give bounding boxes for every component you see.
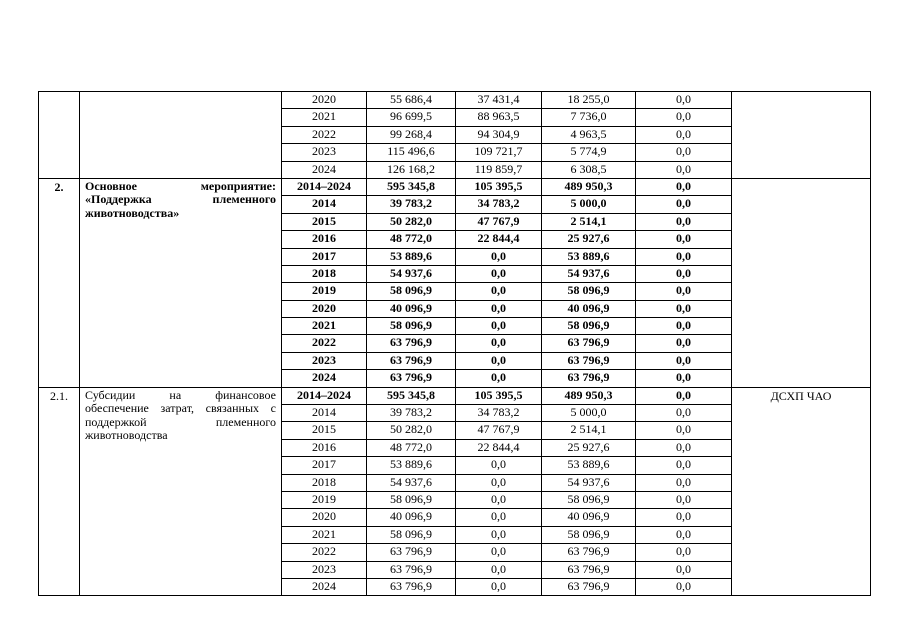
year-cell: 2024 <box>282 161 367 178</box>
federal-cell: 47 767,9 <box>456 213 542 230</box>
total-cell: 63 796,9 <box>367 335 456 352</box>
federal-cell: 0,0 <box>456 526 542 543</box>
year-cell: 2019 <box>282 491 367 508</box>
table-row <box>39 178 871 195</box>
year-cell: 2014 <box>282 196 367 213</box>
other-cell: 0,0 <box>636 265 732 282</box>
year-cell: 2023 <box>282 352 367 369</box>
total-cell: 58 096,9 <box>367 526 456 543</box>
total-cell: 54 937,6 <box>367 474 456 491</box>
federal-cell: 119 859,7 <box>456 161 542 178</box>
total-cell: 50 282,0 <box>367 213 456 230</box>
table-row <box>39 387 871 404</box>
other-cell: 0,0 <box>636 318 732 335</box>
other-cell: 0,0 <box>636 213 732 230</box>
year-cell: 2023 <box>282 144 367 161</box>
other-cell: 0,0 <box>636 370 732 387</box>
year-cell: 2022 <box>282 544 367 561</box>
total-cell: 39 783,2 <box>367 405 456 422</box>
federal-cell: 37 431,4 <box>456 92 542 109</box>
regional-cell: 40 096,9 <box>542 300 636 317</box>
regional-cell: 5 774,9 <box>542 144 636 161</box>
total-cell: 40 096,9 <box>367 300 456 317</box>
regional-cell: 53 889,6 <box>542 248 636 265</box>
regional-cell: 2 514,1 <box>542 213 636 230</box>
regional-cell: 58 096,9 <box>542 283 636 300</box>
regional-cell: 5 000,0 <box>542 196 636 213</box>
document-page <box>38 91 871 596</box>
regional-cell: 63 796,9 <box>542 544 636 561</box>
federal-cell: 0,0 <box>456 491 542 508</box>
table-row <box>39 92 871 109</box>
year-cell: 2024 <box>282 370 367 387</box>
year-cell: 2021 <box>282 109 367 126</box>
year-cell: 2017 <box>282 457 367 474</box>
federal-cell: 0,0 <box>456 265 542 282</box>
other-cell: 0,0 <box>636 387 732 404</box>
regional-cell: 489 950,3 <box>542 387 636 404</box>
federal-cell: 109 721,7 <box>456 144 542 161</box>
regional-cell: 63 796,9 <box>542 561 636 578</box>
other-cell: 0,0 <box>636 405 732 422</box>
budget-table <box>38 91 871 596</box>
total-cell: 63 796,9 <box>367 544 456 561</box>
total-cell: 53 889,6 <box>367 248 456 265</box>
total-cell: 126 168,2 <box>367 161 456 178</box>
year-cell: 2019 <box>282 283 367 300</box>
year-cell: 2014–2024 <box>282 387 367 404</box>
federal-cell: 105 395,5 <box>456 387 542 404</box>
year-cell: 2018 <box>282 265 367 282</box>
regional-cell: 40 096,9 <box>542 509 636 526</box>
other-cell: 0,0 <box>636 491 732 508</box>
total-cell: 58 096,9 <box>367 491 456 508</box>
federal-cell: 0,0 <box>456 578 542 595</box>
total-cell: 595 345,8 <box>367 387 456 404</box>
federal-cell: 0,0 <box>456 283 542 300</box>
regional-cell: 58 096,9 <box>542 526 636 543</box>
federal-cell: 0,0 <box>456 352 542 369</box>
year-cell: 2024 <box>282 578 367 595</box>
year-cell: 2021 <box>282 526 367 543</box>
other-cell: 0,0 <box>636 422 732 439</box>
year-cell: 2021 <box>282 318 367 335</box>
total-cell: 96 699,5 <box>367 109 456 126</box>
total-cell: 55 686,4 <box>367 92 456 109</box>
regional-cell: 4 963,5 <box>542 126 636 143</box>
federal-cell: 0,0 <box>456 509 542 526</box>
federal-cell: 34 783,2 <box>456 405 542 422</box>
federal-cell: 0,0 <box>456 248 542 265</box>
year-cell: 2020 <box>282 300 367 317</box>
other-cell: 0,0 <box>636 526 732 543</box>
total-cell: 39 783,2 <box>367 196 456 213</box>
total-cell: 63 796,9 <box>367 578 456 595</box>
total-cell: 53 889,6 <box>367 457 456 474</box>
item-description <box>80 92 282 179</box>
total-cell: 63 796,9 <box>367 352 456 369</box>
other-cell: 0,0 <box>636 144 732 161</box>
total-cell: 99 268,4 <box>367 126 456 143</box>
other-cell: 0,0 <box>636 248 732 265</box>
item-number: 2. <box>39 178 80 387</box>
federal-cell: 47 767,9 <box>456 422 542 439</box>
regional-cell: 63 796,9 <box>542 352 636 369</box>
federal-cell: 0,0 <box>456 544 542 561</box>
federal-cell: 22 844,4 <box>456 231 542 248</box>
year-cell: 2015 <box>282 422 367 439</box>
item-number <box>39 92 80 179</box>
executor-cell <box>732 178 871 387</box>
other-cell: 0,0 <box>636 474 732 491</box>
federal-cell: 0,0 <box>456 457 542 474</box>
total-cell: 48 772,0 <box>367 231 456 248</box>
year-cell: 2020 <box>282 509 367 526</box>
other-cell: 0,0 <box>636 178 732 195</box>
year-cell: 2023 <box>282 561 367 578</box>
federal-cell: 34 783,2 <box>456 196 542 213</box>
regional-cell: 53 889,6 <box>542 457 636 474</box>
year-cell: 2014–2024 <box>282 178 367 195</box>
federal-cell: 88 963,5 <box>456 109 542 126</box>
other-cell: 0,0 <box>636 509 732 526</box>
executor-cell <box>732 92 871 179</box>
total-cell: 63 796,9 <box>367 370 456 387</box>
total-cell: 48 772,0 <box>367 439 456 456</box>
year-cell: 2015 <box>282 213 367 230</box>
year-cell: 2014 <box>282 405 367 422</box>
regional-cell: 18 255,0 <box>542 92 636 109</box>
other-cell: 0,0 <box>636 578 732 595</box>
other-cell: 0,0 <box>636 126 732 143</box>
regional-cell: 25 927,6 <box>542 231 636 248</box>
year-cell: 2016 <box>282 439 367 456</box>
federal-cell: 0,0 <box>456 474 542 491</box>
regional-cell: 63 796,9 <box>542 335 636 352</box>
other-cell: 0,0 <box>636 161 732 178</box>
total-cell: 58 096,9 <box>367 318 456 335</box>
federal-cell: 22 844,4 <box>456 439 542 456</box>
regional-cell: 63 796,9 <box>542 578 636 595</box>
other-cell: 0,0 <box>636 352 732 369</box>
total-cell: 40 096,9 <box>367 509 456 526</box>
executor-cell: ДСХП ЧАО <box>732 387 871 596</box>
item-description: Субсидии на финансовое обеспечение затрат, связанных с поддержкой племенного животноводства <box>80 387 282 596</box>
regional-cell: 54 937,6 <box>542 265 636 282</box>
other-cell: 0,0 <box>636 109 732 126</box>
total-cell: 63 796,9 <box>367 561 456 578</box>
federal-cell: 0,0 <box>456 370 542 387</box>
table-body <box>39 92 871 596</box>
year-cell: 2016 <box>282 231 367 248</box>
other-cell: 0,0 <box>636 439 732 456</box>
other-cell: 0,0 <box>636 231 732 248</box>
other-cell: 0,0 <box>636 196 732 213</box>
regional-cell: 58 096,9 <box>542 491 636 508</box>
total-cell: 115 496,6 <box>367 144 456 161</box>
regional-cell: 54 937,6 <box>542 474 636 491</box>
other-cell: 0,0 <box>636 300 732 317</box>
year-cell: 2020 <box>282 92 367 109</box>
regional-cell: 25 927,6 <box>542 439 636 456</box>
federal-cell: 105 395,5 <box>456 178 542 195</box>
year-cell: 2022 <box>282 126 367 143</box>
total-cell: 58 096,9 <box>367 283 456 300</box>
regional-cell: 5 000,0 <box>542 405 636 422</box>
total-cell: 54 937,6 <box>367 265 456 282</box>
regional-cell: 58 096,9 <box>542 318 636 335</box>
regional-cell: 6 308,5 <box>542 161 636 178</box>
regional-cell: 63 796,9 <box>542 370 636 387</box>
item-number: 2.1. <box>39 387 80 596</box>
federal-cell: 0,0 <box>456 300 542 317</box>
year-cell: 2022 <box>282 335 367 352</box>
item-description: Основное мероприятие: «Поддержка племенного животноводства» <box>80 178 282 387</box>
federal-cell: 0,0 <box>456 335 542 352</box>
other-cell: 0,0 <box>636 335 732 352</box>
other-cell: 0,0 <box>636 283 732 300</box>
year-cell: 2017 <box>282 248 367 265</box>
regional-cell: 2 514,1 <box>542 422 636 439</box>
federal-cell: 0,0 <box>456 561 542 578</box>
total-cell: 50 282,0 <box>367 422 456 439</box>
other-cell: 0,0 <box>636 544 732 561</box>
year-cell: 2018 <box>282 474 367 491</box>
other-cell: 0,0 <box>636 92 732 109</box>
total-cell: 595 345,8 <box>367 178 456 195</box>
other-cell: 0,0 <box>636 561 732 578</box>
regional-cell: 7 736,0 <box>542 109 636 126</box>
other-cell: 0,0 <box>636 457 732 474</box>
federal-cell: 94 304,9 <box>456 126 542 143</box>
regional-cell: 489 950,3 <box>542 178 636 195</box>
federal-cell: 0,0 <box>456 318 542 335</box>
